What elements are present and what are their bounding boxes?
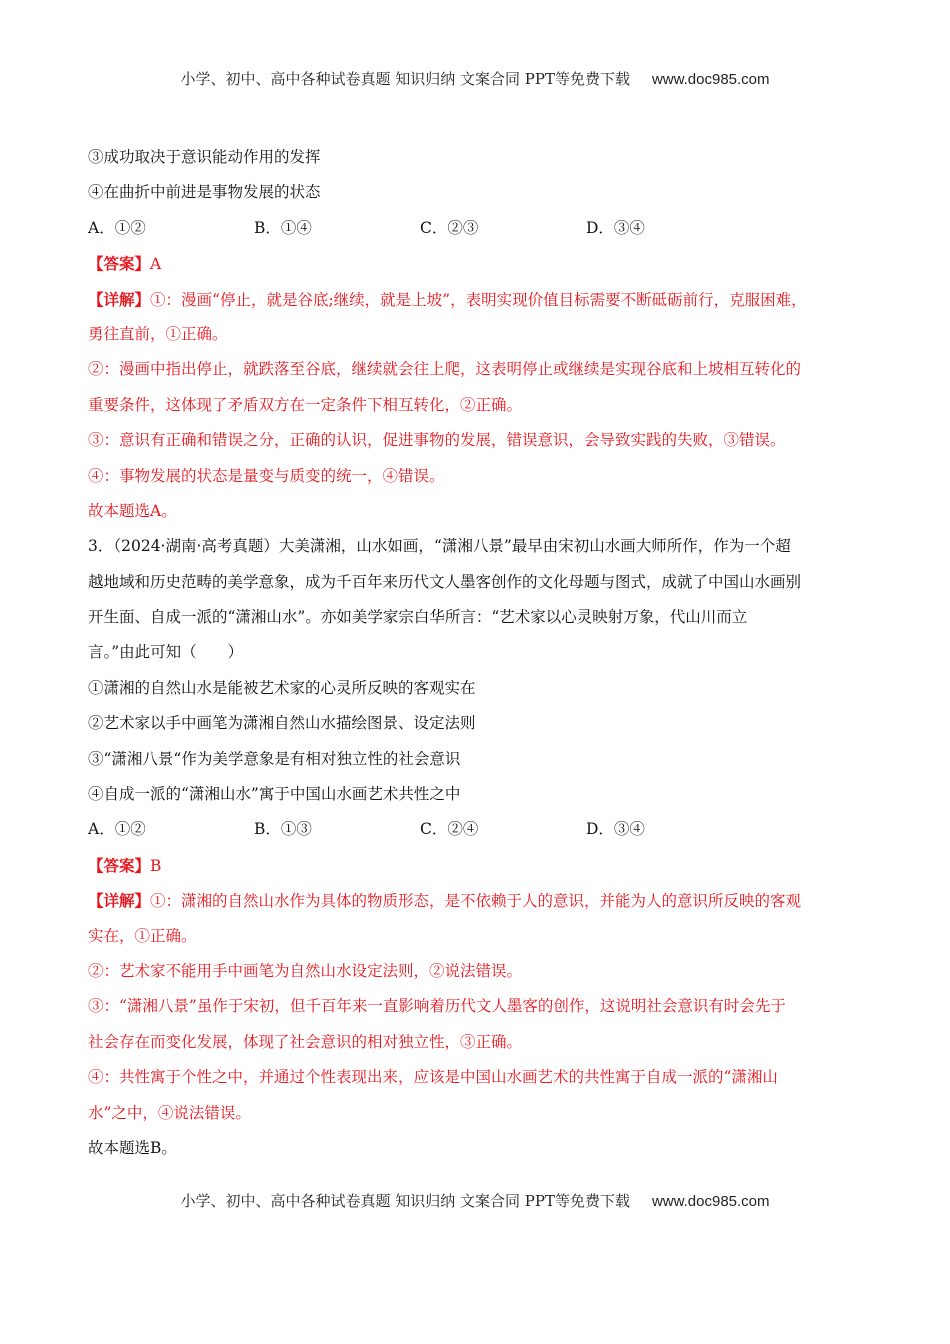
- q3-option-b: B．①③: [254, 820, 312, 839]
- q3-stem-line: 言。”由此可知（ ）: [88, 643, 244, 662]
- q2-option-b: B．①④: [254, 218, 312, 237]
- q2-detail-line: ④：事物发展的状态是量变与质变的统一，④错误。: [88, 466, 445, 485]
- q3-option-a: A．①②: [88, 820, 146, 839]
- q3-choice-4: ④自成一派的“潇湘山水”寓于中国山水画艺术共性之中: [88, 785, 461, 804]
- q3-detail-line: ④：共性寓于个性之中，并通过个性表现出来，应该是中国山水画艺术的共性寓于自成一派的“潇湘山: [88, 1068, 778, 1087]
- q3-detail-line: [88, 883, 878, 918]
- q3-stem-line: 3．（2024·湖南·高考真题）大美潇湘，山水如画，“潇湘八景”最早由宋初山水画大师所作，作为一个超: [88, 537, 791, 556]
- q3-detail-tag: 【详解】: [88, 891, 151, 911]
- q2-answer-value: A: [150, 255, 162, 274]
- q2-conclusion: 故本题选A。: [88, 501, 177, 520]
- q2-detail-line: 勇往直前，①正确。: [88, 324, 228, 343]
- page-header: [0, 68, 950, 89]
- q2-options: [88, 211, 878, 246]
- q3-conclusion: 故本题选B。: [88, 1138, 177, 1157]
- footer-text: 小学、初中、高中各种试卷真题 知识归纳 文案合同 PPT等免费下载: [180, 1192, 630, 1210]
- q3-options: [88, 812, 878, 847]
- q2-answer: [88, 246, 878, 281]
- q2-choice-3: ③成功取决于意识能动作用的发挥: [88, 148, 321, 166]
- q2-choice-4: ④在曲折中前进是事物发展的状态: [88, 183, 321, 202]
- question-content: [88, 140, 878, 1166]
- header-site-link[interactable]: www.doc985.com: [651, 71, 770, 88]
- q3-detail-line: 实在，①正确。: [88, 926, 197, 945]
- q2-detail-text: ①：漫画“停止，就是谷底;继续，就是上坡”，表明实现价值目标需要不断砥砺前行，克服困难，: [150, 290, 807, 309]
- q3-choice-1: ①潇湘的自然山水是能被艺术家的心灵所反映的客观实在: [88, 678, 476, 697]
- q2-detail-tag: 【详解】: [88, 289, 151, 309]
- header-text: 小学、初中、高中各种试卷真题 知识归纳 文案合同 PPT等免费下载: [180, 70, 630, 88]
- q3-detail-line: ③：“潇湘八景”虽作于宋初，但千百年来一直影响着历代文人墨客的创作，这说明社会意识有时会先于: [88, 997, 786, 1016]
- q3-detail-line: ②：艺术家不能用手中画笔为自然山水设定法则，②说法错误。: [88, 961, 523, 980]
- q3-answer-value: B: [150, 856, 162, 875]
- q3-choice-3: ③“潇湘八景“作为美学意象是有相对独立性的社会意识: [88, 749, 461, 768]
- q2-option-a: A．①②: [88, 218, 146, 237]
- q2-option-d: D．③④: [586, 218, 645, 237]
- q3-option-d: D．③④: [586, 820, 645, 839]
- q3-detail-line: 社会存在而变化发展，体现了社会意识的相对独立性，③正确。: [88, 1032, 523, 1051]
- q3-detail-text: ①：潇湘的自然山水作为具体的物质形态，是不依赖于人的意识，并能为人的意识所反映的客观: [150, 892, 802, 911]
- q2-option-c: C．②③: [420, 218, 479, 237]
- q3-stem-line: 开生面、自成一派的“潇湘山水”。亦如美学家宗白华所言：“艺术家以心灵映射万象，代山川而立: [88, 608, 748, 627]
- q3-answer-tag: 【答案】: [88, 855, 151, 875]
- q2-detail-line: 重要条件，这体现了矛盾双方在一定条件下相互转化，②正确。: [88, 395, 523, 414]
- footer-site-link[interactable]: www.doc985.com: [651, 1193, 770, 1210]
- q2-detail-line: [88, 282, 878, 317]
- q3-answer: [88, 848, 878, 883]
- q3-choice-2: ②艺术家以手中画笔为潇湘自然山水描绘图景、设定法则: [88, 714, 476, 733]
- q2-answer-tag: 【答案】: [88, 254, 151, 274]
- q3-stem-line: 越地域和历史范畴的美学意象，成为千百年来历代文人墨客创作的文化母题与图式，成就了中国山水画别: [88, 572, 802, 591]
- page-footer: [0, 1190, 950, 1211]
- q3-option-c: C．②④: [420, 820, 479, 839]
- q2-detail-line: ③：意识有正确和错误之分，正确的认识，促进事物的发展，错误意识，会导致实践的失败，③错误。: [88, 431, 786, 450]
- q3-detail-line: 水”之中，④说法错误。: [88, 1103, 251, 1122]
- q2-detail-line: ②：漫画中指出停止，就跌落至谷底，继续就会往上爬，这表明停止或继续是实现谷底和上坡相互转化的: [88, 360, 802, 379]
